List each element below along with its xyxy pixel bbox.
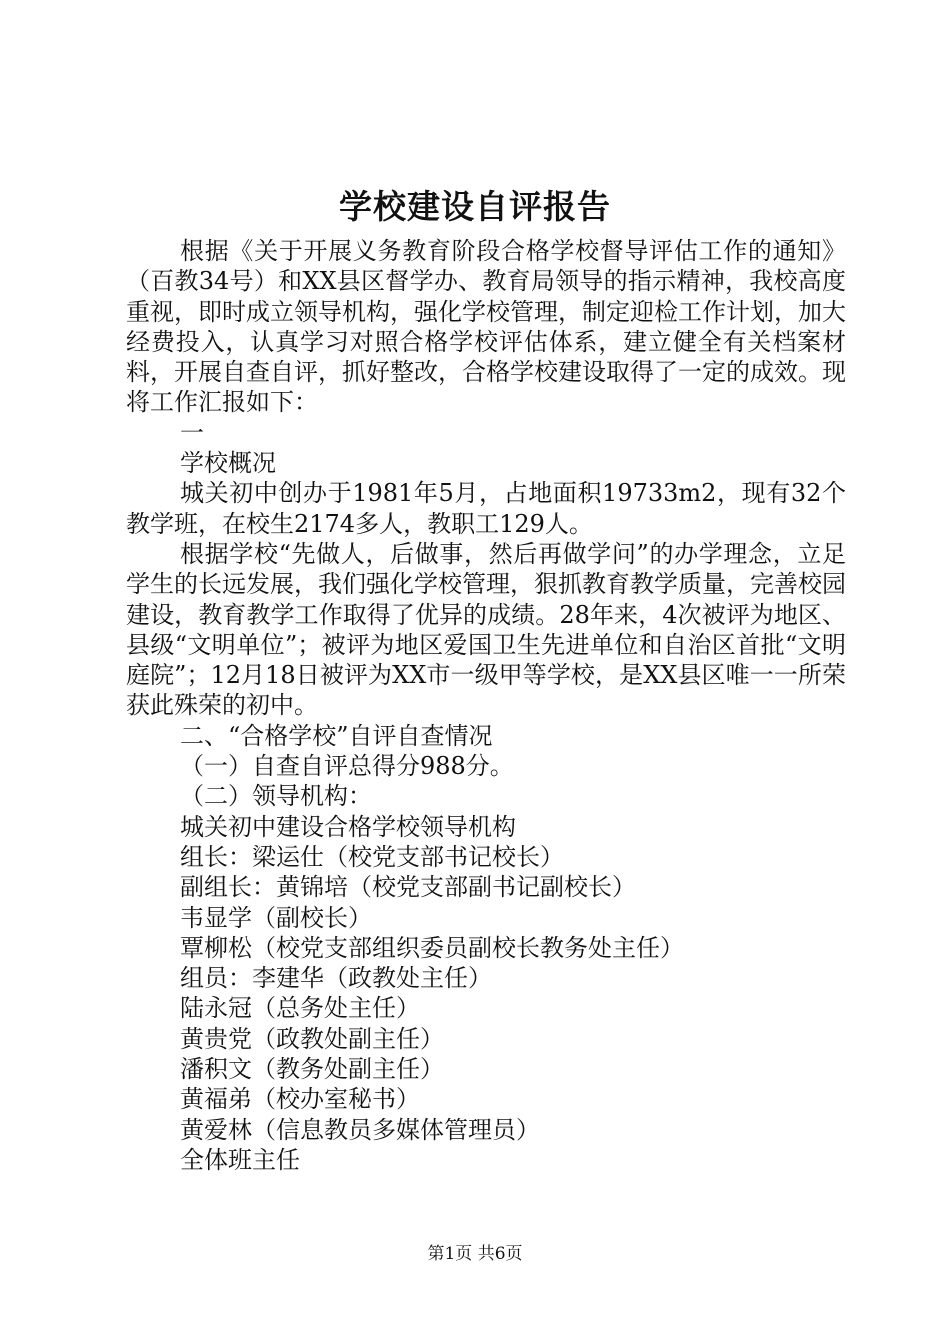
overview-paragraph-2: 根据学校“先做人，后做事，然后再做学问”的办学理念，立足学生的长远发展，我们强化学校管理，狠抓教育教学质量，完善校园建设，教育教学工作取得了优异的成绩。28年来，4次被评为地区、县级“文明单位”；被评为地区爱国卫生先进单位和自治区首批“文明庭院”；12月18日被评为XX市一级甲等学校，是XX县区唯一一所荣获此殊荣的初中。 (126, 539, 846, 720)
leadership-line: 黄福弟（校办室秘书） (180, 1085, 420, 1114)
leadership-line: 潘积文（教务处副主任） (180, 1055, 444, 1084)
leadership-line: 城关初中建设合格学校领导机构 (180, 812, 516, 841)
leadership-line: 副组长：黄锦培（校党支部副书记副校长） (180, 873, 636, 902)
overview-paragraph-1: 城关初中创办于1981年5月，占地面积19733m2，现有32个教学班，在校生2174多人，教职工129人。 (126, 479, 846, 538)
leadership-line: 陆永冠（总务处主任） (180, 994, 420, 1023)
section-2-title: 二、“合格学校”自评自查情况 (180, 721, 493, 750)
leadership-line: 覃柳松（校党支部组织委员副校长教务处主任） (180, 933, 684, 962)
section-1-title: 学校概况 (180, 449, 276, 478)
subsection-2: （二）领导机构： (180, 782, 372, 811)
subsection-1: （一）自查自评总得分988分。 (180, 752, 514, 781)
page-footer: 第1页 共6页 (427, 1244, 523, 1264)
leadership-line: 黄爱林（信息教员多媒体管理员） (180, 1115, 540, 1144)
leadership-line: 韦显学（副校长） (180, 903, 372, 932)
document-title: 学校建设自评报告 (339, 187, 611, 226)
document-body (126, 236, 846, 1175)
leadership-line: 组员：李建华（政教处主任） (180, 964, 492, 993)
leadership-line: 组长：梁运仕（校党支部书记校长） (180, 842, 564, 871)
section-1-number: 一 (180, 418, 204, 447)
leadership-line: 黄贵党（政教处副主任） (180, 1024, 444, 1053)
intro-paragraph: 根据《关于开展义务教育阶段合格学校督导评估工作的通知》（百教34号）和XX县区督学办、教育局领导的指示精神，我校高度重视，即时成立领导机构，强化学校管理，制定迎检工作计划，加大经费投入，认真学习对照合格学校评估体系，建立健全有关档案材料，开展自查自评，抓好整改，合格学校建设取得了一定的成效。现将工作汇报如下： (126, 237, 846, 417)
leadership-line: 全体班主任 (180, 1145, 300, 1174)
